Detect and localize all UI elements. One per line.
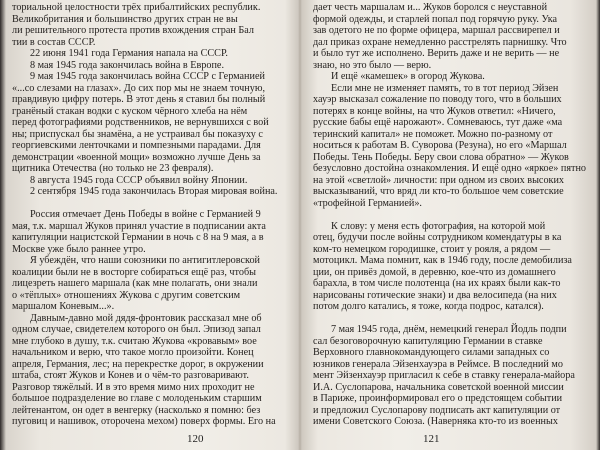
- text-line: сал безоговорочную капитуляцию Германии в ставке: [313, 335, 543, 347]
- text-line: 22 июня 1941 года Германия напала на СССР.: [30, 48, 228, 59]
- text-line: юзников генерала Эйзенхауэра в Реймсе. В последний мо: [313, 358, 563, 370]
- text-line: ны; приспускал бы знамёна, а не устраивал бы показуху с: [12, 128, 263, 140]
- text-line: безусловно достойна ознакомления. И ещё одно «яркое» пятно: [313, 163, 587, 174]
- text-line: в Париже, проинформировал его о предстоящем событии: [313, 393, 563, 404]
- text-line: русские бабы ещё нарожают». Сомневаюсь, тут даже «ма: [313, 117, 563, 128]
- text-line: Москве уже было раннее утро.: [12, 243, 146, 255]
- text-line: на этой «светлой» личности: при одном из своих высоких: [313, 174, 565, 186]
- text-line: георгиевскими ленточками и помпезными парадами. Для: [12, 140, 261, 151]
- text-line: щитника Отечества (но только не 23 февраля).: [12, 163, 214, 174]
- text-line: правдивую цифру потерь. В этот день я ставил бы полный: [12, 94, 266, 105]
- text-line: имени Советского Союза. (Наверняка кто-то из военных: [313, 416, 558, 427]
- text-line: мент Эйзенхауэр пригласил к себе в ставку генерала-майора: [313, 370, 575, 381]
- text-line: «трофейной Германией».: [313, 197, 422, 209]
- text-line: носиться к работам В. Суворова (Резуна), но его «Маршал: [313, 140, 567, 151]
- text-line: и было тут же исполнено. Верить даже и не верить — не: [313, 48, 560, 59]
- left-page-number: 120: [187, 433, 204, 445]
- text-line: лейтенантом, он одет в венгерку (насколько я помню: без: [12, 404, 261, 416]
- text-line: потерях в конце войны, на что Жуков ответил: «Ничего,: [313, 105, 556, 117]
- right-page-number: 121: [423, 433, 440, 445]
- text-line: гранёный стакан водки с куском чёрного хлеба на нём: [12, 105, 248, 117]
- text-line: 2 сентября 1945 года закончилась Вторая мировая война.: [30, 186, 278, 197]
- text-line: формой одежды, и старлей попал под горячую руку. Ука: [313, 13, 558, 25]
- text-line: мая, т.к. маршал Жуков принял участие в подписании акта: [12, 220, 266, 232]
- text-line: 7 мая 1945 года, днём, немецкий генерал Йодль подпи: [331, 324, 567, 335]
- text-line: дает честь маршалам и... Жуков боролся с неуставной: [313, 2, 548, 13]
- text-line: лицезреть нашего маршала (как мне полагать, они знали: [12, 278, 258, 289]
- text-line: Если мне не изменяет память, то в тот период Эйзен: [331, 82, 559, 94]
- text-line: демонстрации «военной мощи» возможно лучше День за: [12, 151, 261, 163]
- text-line: барахла, в том числе полотенца (на их краях были как-то: [313, 278, 561, 289]
- text-line: 8 мая 1945 года закончилась война в Европе.: [30, 59, 224, 71]
- text-line: перед фотографиями родственников, не вернувшихся с вой: [12, 117, 269, 128]
- text-line: И ещё «камешек» в огород Жукова.: [331, 71, 485, 82]
- text-line: ком-то немецком городишке, стоит у рояля, а рядом —: [313, 243, 551, 255]
- text-line: о «тёплых» отношениях Жукова с другим советским: [12, 289, 241, 301]
- text-line: 9 мая 1945 года закончилась война СССР с Германией: [30, 71, 265, 82]
- text-line: теринский капитал» не поможет. Можно по-разному от: [313, 128, 553, 140]
- text-line: Давным-давно мой дядя-фронтовик рассказал мне об: [30, 312, 262, 324]
- text-line: Победы. Тень Победы. Беру свои слова обратно» — Жуков: [313, 151, 569, 163]
- text-line: Великобритания и большинство других стран не вы: [12, 13, 238, 25]
- right-page: [313, 0, 589, 450]
- text-line: нарисованы готические знаки) и два велосипеда (на них: [313, 289, 557, 301]
- text-line: потом долго катались, я тоже, когда подрос, катался).: [313, 301, 544, 312]
- text-line: мотоцикл. Мама помнит, как в 1946 году, после демобилиза: [313, 255, 572, 266]
- text-line: и предложил Суслопарову подписать акт капитуляции от: [313, 404, 561, 416]
- text-line: дал приказ охране немедленно расстрелять парнишку. Что: [313, 36, 567, 48]
- text-line: начальником и верю, что такое могло произойти. Конец: [12, 347, 254, 358]
- text-line: отец, будучи после войны сотрудником комендатуры в ка: [313, 232, 562, 243]
- text-line: ториальной целостности трёх прибалтийских республик.: [12, 2, 261, 13]
- text-line: ли решительного протеста против вхождения стран Бал: [12, 25, 254, 36]
- text-line: хауэр высказал сожаление по поводу того, что в больших: [313, 94, 562, 105]
- text-line: коалиции были не в восторге собираться ещё раз, чтобы: [12, 266, 256, 278]
- text-line: Россия отмечает День Победы в войне с Германией 9: [30, 209, 261, 220]
- text-line: мне глубоко в душу, т.к. считаю Жукова «кровавым» вое: [12, 335, 257, 347]
- text-line: 8 августа 1945 года СССР объявил войну Японии.: [30, 174, 248, 186]
- text-line: пуговиц и нашивок, оторочена мехом) поверх формы. Его на: [12, 416, 276, 427]
- text-line: «...со слезами на глазах». До сих пор мы не знаем точную,: [12, 82, 265, 94]
- text-line: большое подразделение во главе с молоденьким старшим: [12, 393, 262, 404]
- left-page: [12, 0, 290, 450]
- text-line: Разговор тяжёлый. И в это время мимо них проходит не: [12, 381, 255, 393]
- text-line: штаба, стоят Жуков и Конев и о чём-то разговаривают.: [12, 370, 249, 381]
- text-line: И.А. Суслопарова, начальника советской военной миссии: [313, 381, 564, 393]
- text-line: знаю, но это было — верю.: [313, 59, 432, 71]
- text-line: апреля, Германия, лес; на перекрестке дорог, в окружении: [12, 358, 264, 370]
- text-line: зав одетого не по форме офицера, маршал рассвирепел и: [313, 25, 560, 36]
- text-line: капитуляции нацистской Германии в ночь с 8 на 9 мая, а в: [12, 232, 264, 243]
- text-line: Я убеждён, что наши союзники по антигитлеровской: [30, 255, 261, 266]
- text-line: К слову: у меня есть фотография, на которой мой: [331, 220, 546, 232]
- text-line: тии в состав СССР.: [12, 36, 96, 48]
- text-line: ции, он привёз домой, в деревню, кое-что из домашнего: [313, 266, 556, 278]
- text-line: Верховного главнокомандующего силами западных со: [313, 347, 550, 358]
- text-line: высказываний, что вряд ли кто-то большое чем советские: [313, 186, 564, 197]
- text-line: маршалом Коневым...».: [12, 301, 115, 312]
- text-line: одном случае, свидетелем которого он был. Эпизод запал: [12, 324, 261, 335]
